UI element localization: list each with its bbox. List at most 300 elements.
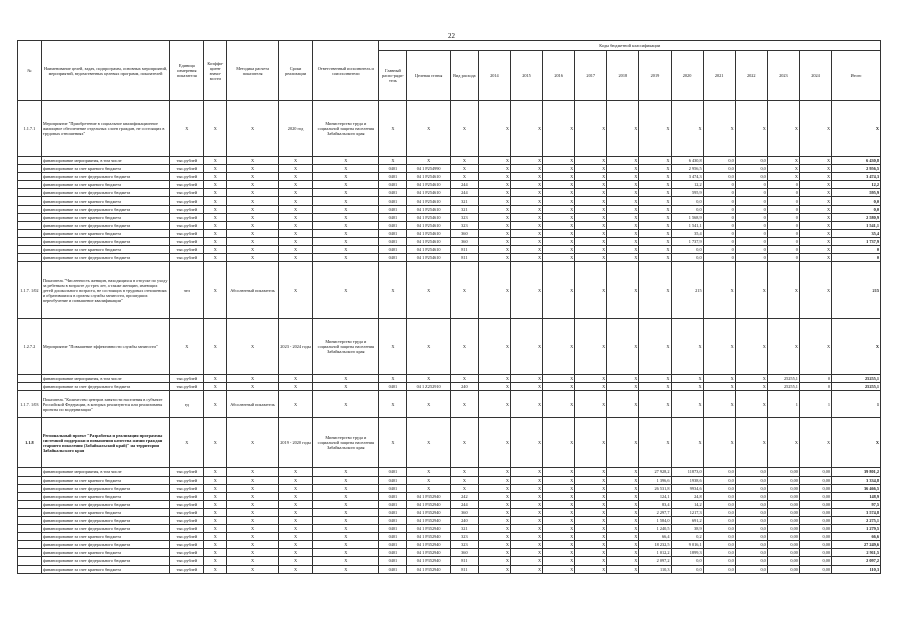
cell-no bbox=[18, 205, 42, 213]
cell-unit: X bbox=[170, 418, 204, 468]
cell-unit: тыс.рублей bbox=[170, 468, 204, 476]
financing-row bbox=[18, 221, 881, 229]
cell-expense-type: X bbox=[450, 391, 478, 418]
cell-responsible: X bbox=[313, 549, 379, 557]
cell-total: 0 bbox=[832, 246, 881, 254]
cell-year-value: X bbox=[575, 101, 607, 157]
cell-grbs: X bbox=[379, 418, 407, 468]
cell-method: Абсолютный показатель bbox=[227, 262, 279, 319]
cell-target-article: X bbox=[407, 101, 451, 157]
cell-method: X bbox=[227, 468, 279, 476]
cell-responsible: X bbox=[313, 533, 379, 541]
cell-year-value: 1938,6 bbox=[671, 476, 703, 484]
cell-unit: тыс.рублей bbox=[170, 157, 204, 165]
cell-year-value: X bbox=[575, 383, 607, 391]
cell-year-value: X bbox=[639, 101, 671, 157]
cell-year-value: 0,0 bbox=[703, 468, 735, 476]
cell-year-value: X bbox=[575, 541, 607, 549]
cell-year-value: 1 bbox=[767, 391, 799, 418]
cell-grbs: 0401 bbox=[379, 189, 407, 197]
cell-target-article: 04 1 P254610 bbox=[407, 237, 451, 245]
cell-no: 1.1.7. 1/02 bbox=[18, 262, 42, 319]
cell-year-value: X bbox=[607, 525, 639, 533]
cell-year-value: X bbox=[478, 213, 510, 221]
cell-year-value: 35,4 bbox=[671, 229, 703, 237]
cell-coefficient: X bbox=[204, 557, 227, 565]
cell-target-article: 04 1 P254610 bbox=[407, 197, 451, 205]
cell-year-value: 1 584,0 bbox=[639, 516, 671, 524]
cell-unit: тыс.рублей bbox=[170, 484, 204, 492]
cell-year-value: 3 474,3 bbox=[671, 173, 703, 181]
financing-row bbox=[18, 246, 881, 254]
cell-year-value: X bbox=[799, 229, 831, 237]
cell-year-value: 0 bbox=[735, 189, 767, 197]
cell-year-value: X bbox=[607, 181, 639, 189]
cell-responsible: X bbox=[313, 383, 379, 391]
cell-grbs: 0401 bbox=[379, 229, 407, 237]
cell-year-value: X bbox=[543, 565, 575, 573]
cell-year-value: X bbox=[575, 500, 607, 508]
cell-method: X bbox=[227, 189, 279, 197]
cell-year-value: X bbox=[575, 246, 607, 254]
cell-year-value: 0,0 bbox=[671, 254, 703, 262]
cell-method: X bbox=[227, 516, 279, 524]
cell-year-value: X bbox=[478, 418, 510, 468]
header-year: 2019 bbox=[639, 51, 671, 101]
indicator-row bbox=[18, 391, 881, 418]
cell-total: 0,0 bbox=[832, 197, 881, 205]
cell-expense-type: 323 bbox=[450, 213, 478, 221]
cell-name: финансирование за счет федерального бюджета bbox=[41, 516, 169, 524]
cell-term: X bbox=[278, 500, 312, 508]
cell-year-value: X bbox=[607, 246, 639, 254]
cell-year-value: X bbox=[478, 549, 510, 557]
cell-target-article: 04 1 P352940 bbox=[407, 516, 451, 524]
cell-year-value: X bbox=[543, 468, 575, 476]
cell-name: Показатель "Численность женщин, находящихся в отпуске по уходу за ребенком в возрасте до трех лет, а также женщин, имеющих детей дошкольного возраста, не состоящих в трудовых отношениях и обратившихся в органы службы занятости, прошедших переобучение и повышение квалификации" bbox=[41, 262, 169, 319]
cell-name: финансирование за счет краевого бюджета bbox=[41, 197, 169, 205]
cell-coefficient: X bbox=[204, 319, 227, 375]
cell-grbs: 0401 bbox=[379, 549, 407, 557]
cell-grbs: 0401 bbox=[379, 533, 407, 541]
cell-year-value: X bbox=[607, 484, 639, 492]
cell-name: финансирование за счет краевого бюджета bbox=[41, 165, 169, 173]
cell-year-value: X bbox=[607, 213, 639, 221]
cell-year-value: X bbox=[575, 319, 607, 375]
cell-year-value: 0 bbox=[767, 237, 799, 245]
cell-year-value: X bbox=[607, 383, 639, 391]
cell-total: 2 956,5 bbox=[832, 165, 881, 173]
cell-name: финансирование за счет краевого бюджета bbox=[41, 476, 169, 484]
cell-year-value: X bbox=[510, 484, 542, 492]
cell-year-value: X bbox=[543, 375, 575, 383]
cell-year-value: 0,2 bbox=[671, 533, 703, 541]
financing-row bbox=[18, 375, 881, 383]
cell-method: X bbox=[227, 500, 279, 508]
cell-year-value: X bbox=[510, 181, 542, 189]
cell-expense-type: 811 bbox=[450, 557, 478, 565]
cell-year-value: X bbox=[478, 484, 510, 492]
cell-responsible: X bbox=[313, 492, 379, 500]
cell-responsible: Министерство труда и социальной защиты населения Забайкальского края bbox=[313, 418, 379, 468]
cell-total: 1 541,1 bbox=[832, 221, 881, 229]
cell-year-value: X bbox=[607, 476, 639, 484]
header-total: Итого bbox=[832, 51, 881, 101]
cell-year-value: X bbox=[607, 391, 639, 418]
cell-year-value: X bbox=[735, 391, 767, 418]
cell-term: X bbox=[278, 557, 312, 565]
cell-year-value: 215 bbox=[671, 262, 703, 319]
cell-method: X bbox=[227, 213, 279, 221]
cell-year-value: 0 bbox=[735, 246, 767, 254]
cell-year-value: X bbox=[799, 221, 831, 229]
cell-name: финансирование мероприятия, в том числе bbox=[41, 157, 169, 165]
cell-target-article: 04 1 P254610 bbox=[407, 205, 451, 213]
cell-method: X bbox=[227, 197, 279, 205]
cell-term: X bbox=[278, 221, 312, 229]
cell-year-value: 2 097,2 bbox=[639, 557, 671, 565]
financing-row bbox=[18, 181, 881, 189]
cell-name: финансирование за счет федерального бюджета bbox=[41, 205, 169, 213]
cell-year-value: X bbox=[478, 516, 510, 524]
cell-total: X bbox=[832, 418, 881, 468]
cell-unit: тыс.рублей bbox=[170, 516, 204, 524]
cell-responsible: X bbox=[313, 468, 379, 476]
cell-year-value: X bbox=[478, 500, 510, 508]
cell-grbs: 0401 bbox=[379, 237, 407, 245]
cell-name: финансирование за счет федерального бюджета bbox=[41, 383, 169, 391]
cell-method: X bbox=[227, 181, 279, 189]
cell-responsible: X bbox=[313, 375, 379, 383]
cell-term: X bbox=[278, 525, 312, 533]
cell-year-value: X bbox=[799, 165, 831, 173]
financing-row bbox=[18, 533, 881, 541]
cell-expense-type: 323 bbox=[450, 221, 478, 229]
cell-year-value: X bbox=[478, 205, 510, 213]
cell-year-value: X bbox=[575, 557, 607, 565]
financing-row bbox=[18, 508, 881, 516]
cell-responsible: X bbox=[313, 181, 379, 189]
header-year: 2023 bbox=[767, 51, 799, 101]
cell-no bbox=[18, 237, 42, 245]
cell-year-value: 38,9 bbox=[671, 525, 703, 533]
cell-coefficient: X bbox=[204, 101, 227, 157]
cell-target-article: 04 1 P352940 bbox=[407, 500, 451, 508]
cell-coefficient: X bbox=[204, 508, 227, 516]
cell-year-value: X bbox=[575, 549, 607, 557]
cell-method: X bbox=[227, 319, 279, 375]
cell-year-value: 0,0 bbox=[671, 246, 703, 254]
cell-year-value: X bbox=[799, 237, 831, 245]
cell-name: финансирование за счет федерального бюджета bbox=[41, 237, 169, 245]
cell-year-value: X bbox=[767, 262, 799, 319]
cell-coefficient: X bbox=[204, 197, 227, 205]
cell-term: X bbox=[278, 197, 312, 205]
cell-year-value: 0,0 bbox=[703, 492, 735, 500]
cell-year-value: 0,0 bbox=[735, 492, 767, 500]
cell-year-value: X bbox=[607, 189, 639, 197]
cell-no bbox=[18, 213, 42, 221]
cell-year-value: X bbox=[543, 173, 575, 181]
cell-unit: X bbox=[170, 319, 204, 375]
cell-year-value: 0,0 bbox=[703, 508, 735, 516]
cell-no bbox=[18, 541, 42, 549]
cell-year-value: 0 bbox=[799, 375, 831, 383]
cell-year-value: X bbox=[767, 173, 799, 181]
cell-target-article: 04 1 P352940 bbox=[407, 549, 451, 557]
cell-year-value: X bbox=[478, 197, 510, 205]
cell-year-value: 14,2 bbox=[671, 500, 703, 508]
cell-term: X bbox=[278, 383, 312, 391]
cell-year-value: X bbox=[510, 254, 542, 262]
cell-method: X bbox=[227, 237, 279, 245]
cell-expense-type: X bbox=[450, 157, 478, 165]
cell-responsible: X bbox=[313, 221, 379, 229]
cell-year-value: 0,0 bbox=[671, 565, 703, 573]
cell-year-value: X bbox=[639, 319, 671, 375]
cell-year-value: X bbox=[543, 189, 575, 197]
cell-term: X bbox=[278, 484, 312, 492]
cell-responsible: X bbox=[313, 476, 379, 484]
cell-year-value: X bbox=[510, 173, 542, 181]
cell-term: X bbox=[278, 229, 312, 237]
cell-name: финансирование за счет краевого бюджета bbox=[41, 181, 169, 189]
cell-year-value: 0,00 bbox=[767, 484, 799, 492]
cell-year-value: X bbox=[510, 500, 542, 508]
cell-year-value: X bbox=[671, 375, 703, 383]
cell-term: X bbox=[278, 476, 312, 484]
cell-year-value: 12,2 bbox=[671, 181, 703, 189]
cell-grbs: 0401 bbox=[379, 213, 407, 221]
cell-year-value: 0,00 bbox=[799, 516, 831, 524]
cell-no bbox=[18, 173, 42, 181]
cell-unit: тыс.рублей bbox=[170, 533, 204, 541]
cell-year-value: X bbox=[510, 319, 542, 375]
cell-year-value: X bbox=[639, 173, 671, 181]
cell-responsible: X bbox=[313, 197, 379, 205]
cell-year-value: X bbox=[671, 383, 703, 391]
cell-year-value: X bbox=[607, 500, 639, 508]
cell-year-value: X bbox=[735, 375, 767, 383]
cell-target-article: X bbox=[407, 391, 451, 418]
cell-year-value: 0,0 bbox=[703, 157, 735, 165]
cell-year-value: 0 bbox=[735, 254, 767, 262]
cell-total: 25255,1 bbox=[832, 383, 881, 391]
cell-year-value: X bbox=[478, 383, 510, 391]
indicator-row bbox=[18, 262, 881, 319]
cell-year-value: X bbox=[767, 101, 799, 157]
header-budget-codes-group: Коды бюджетной классификации bbox=[379, 41, 881, 51]
cell-year-value: X bbox=[478, 237, 510, 245]
cell-year-value: X bbox=[799, 157, 831, 165]
cell-method: X bbox=[227, 541, 279, 549]
cell-year-value: X bbox=[575, 468, 607, 476]
cell-year-value: 124,1 bbox=[639, 492, 671, 500]
cell-year-value: 2 956,5 bbox=[671, 165, 703, 173]
cell-year-value: 0,0 bbox=[735, 484, 767, 492]
cell-year-value: X bbox=[478, 221, 510, 229]
cell-grbs: X bbox=[379, 375, 407, 383]
cell-name: Показатель "Количество центров занятости населения в субъекте Российской Федерации, в которых реализуются или реализованы проекты по модернизации" bbox=[41, 391, 169, 418]
cell-no bbox=[18, 375, 42, 383]
cell-total: 66,6 bbox=[832, 533, 881, 541]
cell-year-value: X bbox=[607, 508, 639, 516]
cell-year-value: X bbox=[510, 101, 542, 157]
cell-year-value: X bbox=[671, 391, 703, 418]
header-year: 2020 bbox=[671, 51, 703, 101]
cell-responsible: X bbox=[313, 565, 379, 573]
cell-term: X bbox=[278, 468, 312, 476]
cell-coefficient: X bbox=[204, 205, 227, 213]
cell-method: X bbox=[227, 418, 279, 468]
cell-method: X bbox=[227, 205, 279, 213]
cell-target-article: X bbox=[407, 468, 451, 476]
financing-row bbox=[18, 557, 881, 565]
cell-method: X bbox=[227, 173, 279, 181]
cell-year-value: 6 430,8 bbox=[671, 157, 703, 165]
cell-year-value: X bbox=[510, 237, 542, 245]
cell-unit: ед bbox=[170, 391, 204, 418]
header-responsible: Ответственный исполнитель и соисполнители bbox=[313, 41, 379, 101]
cell-year-value: X bbox=[478, 476, 510, 484]
cell-target-article: X bbox=[407, 484, 451, 492]
cell-year-value: X bbox=[478, 557, 510, 565]
cell-year-value: X bbox=[575, 492, 607, 500]
cell-responsible: X bbox=[313, 205, 379, 213]
cell-unit: тыс.рублей bbox=[170, 213, 204, 221]
cell-expense-type: 242 bbox=[450, 492, 478, 500]
cell-year-value: X bbox=[510, 246, 542, 254]
cell-year-value: 0,0 bbox=[703, 565, 735, 573]
cell-expense-type: 244 bbox=[450, 189, 478, 197]
cell-term: X bbox=[278, 181, 312, 189]
cell-coefficient: X bbox=[204, 173, 227, 181]
cell-unit: тыс.рублей bbox=[170, 500, 204, 508]
cell-no: 1.1.7. 1/03 bbox=[18, 391, 42, 418]
financing-row bbox=[18, 492, 881, 500]
cell-year-value: X bbox=[575, 165, 607, 173]
cell-unit: тыс.рублей bbox=[170, 508, 204, 516]
cell-year-value: 0,00 bbox=[767, 508, 799, 516]
cell-term: X bbox=[278, 391, 312, 418]
cell-year-value: 0 bbox=[735, 197, 767, 205]
cell-year-value: X bbox=[607, 541, 639, 549]
header-year: 2021 bbox=[703, 51, 735, 101]
cell-year-value: X bbox=[607, 101, 639, 157]
cell-total: 3 474,3 bbox=[832, 173, 881, 181]
cell-responsible: X bbox=[313, 157, 379, 165]
cell-grbs: 0401 bbox=[379, 246, 407, 254]
header-expense-type: Вид расхода bbox=[450, 51, 478, 101]
cell-year-value: 0,00 bbox=[767, 565, 799, 573]
cell-no bbox=[18, 383, 42, 391]
cell-expense-type: X bbox=[450, 101, 478, 157]
cell-target-article: 04 1 P352940 bbox=[407, 541, 451, 549]
cell-year-value: X bbox=[639, 221, 671, 229]
cell-coefficient: X bbox=[204, 262, 227, 319]
cell-no bbox=[18, 525, 42, 533]
cell-expense-type: X bbox=[450, 418, 478, 468]
cell-method: X bbox=[227, 254, 279, 262]
cell-term: X bbox=[278, 375, 312, 383]
cell-unit: тыс.рублей bbox=[170, 525, 204, 533]
cell-method: X bbox=[227, 557, 279, 565]
financing-row bbox=[18, 383, 881, 391]
cell-year-value: 1 bbox=[799, 391, 831, 418]
cell-year-value: X bbox=[478, 189, 510, 197]
cell-term: X bbox=[278, 508, 312, 516]
cell-name: финансирование за счет краевого бюджета bbox=[41, 229, 169, 237]
cell-year-value: X bbox=[510, 262, 542, 319]
cell-year-value: 9934,6 bbox=[671, 484, 703, 492]
cell-grbs: 0401 bbox=[379, 500, 407, 508]
cell-year-value: X bbox=[703, 375, 735, 383]
cell-year-value: 691,2 bbox=[671, 516, 703, 524]
cell-year-value: X bbox=[639, 189, 671, 197]
cell-coefficient: X bbox=[204, 391, 227, 418]
cell-year-value: 0,00 bbox=[799, 508, 831, 516]
cell-year-value: 0,0 bbox=[703, 549, 735, 557]
cell-no bbox=[18, 549, 42, 557]
cell-expense-type: 360 bbox=[450, 549, 478, 557]
cell-year-value: X bbox=[607, 565, 639, 573]
cell-year-value: X bbox=[543, 492, 575, 500]
cell-year-value: X bbox=[575, 375, 607, 383]
cell-year-value: 0 bbox=[767, 246, 799, 254]
cell-year-value: 0,00 bbox=[799, 500, 831, 508]
cell-term: 2023 - 2024 годы bbox=[278, 319, 312, 375]
cell-method: X bbox=[227, 375, 279, 383]
cell-year-value: 0,0 bbox=[735, 516, 767, 524]
cell-year-value: X bbox=[799, 246, 831, 254]
cell-name: финансирование за счет краевого бюджета bbox=[41, 213, 169, 221]
cell-term: 2020 год bbox=[278, 101, 312, 157]
cell-method: X bbox=[227, 484, 279, 492]
cell-no bbox=[18, 189, 42, 197]
cell-term: X bbox=[278, 246, 312, 254]
cell-year-value: 0 bbox=[767, 205, 799, 213]
cell-year-value: 0 bbox=[735, 213, 767, 221]
cell-year-value: 0,00 bbox=[767, 549, 799, 557]
cell-grbs: 0401 bbox=[379, 197, 407, 205]
header-year: 2015 bbox=[510, 51, 542, 101]
cell-grbs: 0401 bbox=[379, 516, 407, 524]
financing-row bbox=[18, 213, 881, 221]
cell-no bbox=[18, 254, 42, 262]
cell-coefficient: X bbox=[204, 541, 227, 549]
cell-year-value: 26 531,8 bbox=[639, 484, 671, 492]
cell-year-value: X bbox=[575, 484, 607, 492]
cell-year-value: X bbox=[575, 157, 607, 165]
cell-year-value: X bbox=[510, 418, 542, 468]
cell-total: 0,0 bbox=[832, 205, 881, 213]
cell-grbs: 0401 bbox=[379, 383, 407, 391]
cell-term: X bbox=[278, 541, 312, 549]
cell-year-value: X bbox=[607, 533, 639, 541]
cell-year-value: X bbox=[799, 181, 831, 189]
cell-year-value: X bbox=[543, 516, 575, 524]
cell-year-value: 0 bbox=[735, 181, 767, 189]
cell-coefficient: X bbox=[204, 484, 227, 492]
cell-unit: тыс.рублей bbox=[170, 254, 204, 262]
cell-year-value: X bbox=[735, 418, 767, 468]
cell-year-value: 0 bbox=[703, 221, 735, 229]
financing-row bbox=[18, 229, 881, 237]
header-name: Наименование целей, задач, подпрограмм, основных мероприятий, мероприятий, ведомственных целевых программ, показателей bbox=[41, 41, 169, 101]
cell-responsible: X bbox=[313, 246, 379, 254]
cell-year-value: X bbox=[575, 508, 607, 516]
cell-grbs: 0401 bbox=[379, 173, 407, 181]
